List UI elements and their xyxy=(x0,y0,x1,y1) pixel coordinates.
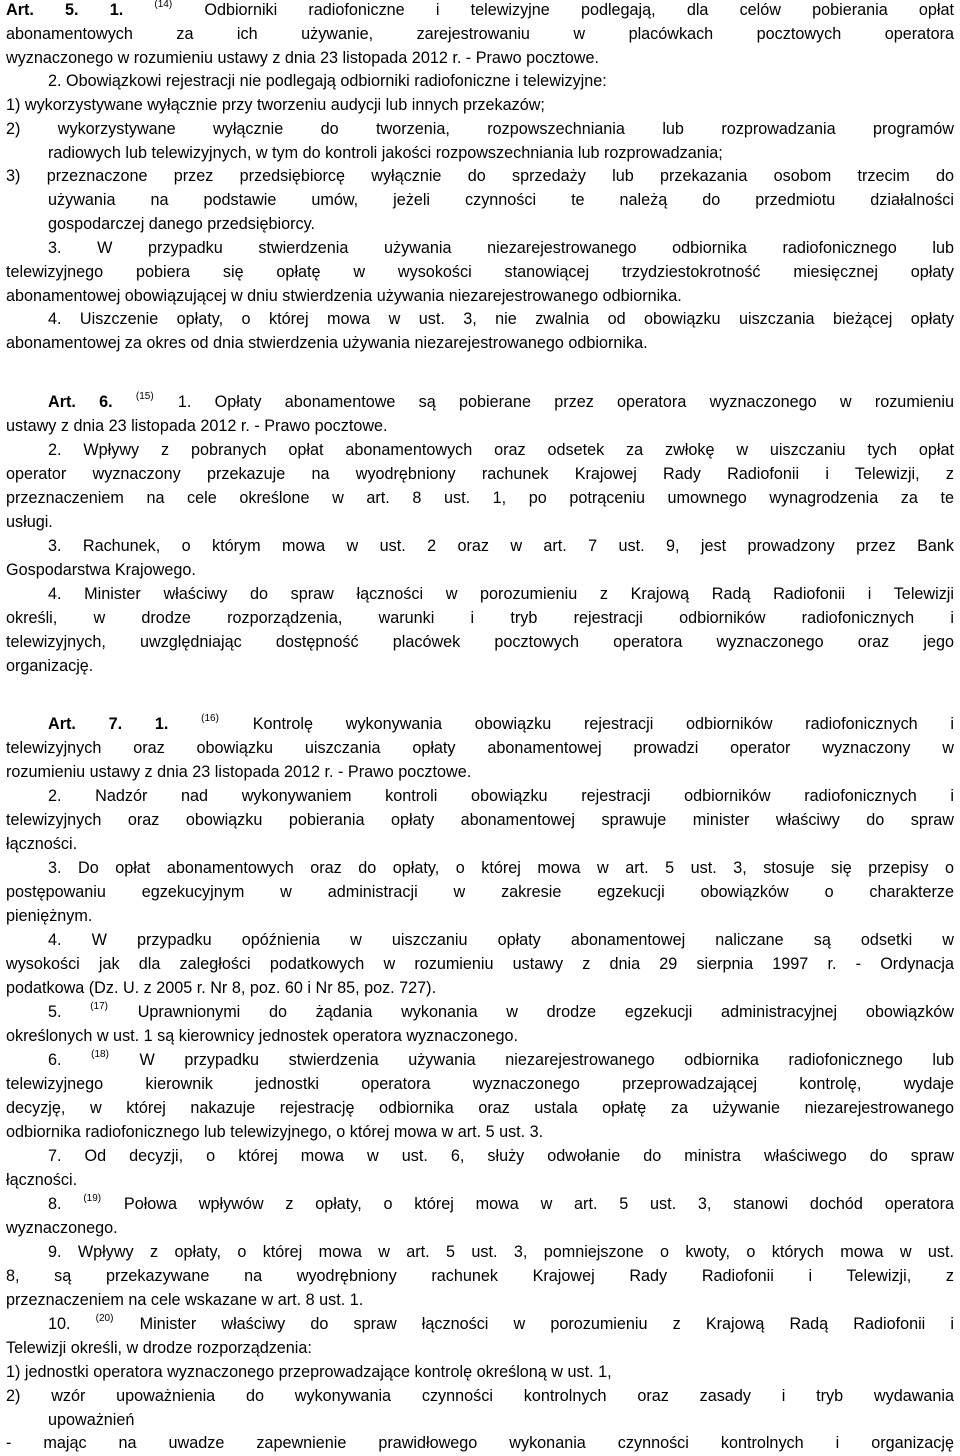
art7-line-26: 10. $^{(20)}$ Minister właściwy do spraw łączności w porozumieniu z Krajową Radą Radiofonii i xyxy=(48,1313,954,1333)
art6-heading: Art. 6. xyxy=(48,393,113,411)
art5-line-2: abonamentowych za ich używanie, zarejestrowaniu w placówkach pocztowych operatora xyxy=(6,25,954,43)
art7-line-16: telewizyjnego kierownik jednostki operatora wyznaczonego przeprowadzającej kontrolę, wydaje xyxy=(6,1075,954,1093)
art5-line-3: wyznaczonego w rozumieniu ustawy z dnia 23 listopada 2012 r. - Prawo pocztowe. xyxy=(6,49,599,67)
art7-heading: Art. 7. 1. xyxy=(48,715,169,733)
art7-line-22: wyznaczonego. xyxy=(6,1219,118,1237)
footnote-15: (15) xyxy=(135,391,154,402)
footnote-16: (16) xyxy=(201,713,219,724)
art6-line-9: 4. Minister właściwy do spraw łączności w porozumieniu z Krajową Radą Radiofonii i Telewizji xyxy=(48,585,954,603)
art7-line-8: postępowaniu egzekucyjnym w administracji w zakresie egzekucji obowiązków o charakterze xyxy=(6,883,954,901)
art6-line-3: 2. Wpływy z pobranych opłat abonamentowych oraz odsetek za zwłokę w uiszczaniu tych opłat xyxy=(48,441,954,459)
art6-line-2: ustawy z dnia 23 listopada 2012 r. - Prawo pocztowe. xyxy=(6,417,388,435)
art7-line-10: 4. W przypadku opóźnienia w uiszczaniu opłaty abonamentowej naliczane są odsetki w xyxy=(48,931,954,949)
art5-line-14: 4. Uiszczenie opłaty, o której mowa w ust. 3, nie zwalnia od obowiązku uiszczania bieżącej opłaty xyxy=(48,310,954,328)
art7-line-28: 1) jednostki operatora wyznaczonego przeprowadzające kontrolę określoną w ust. 1, xyxy=(6,1363,612,1381)
art7-line-30: upoważnień xyxy=(48,1411,135,1429)
art7-line-23: 9. Wpływy z opłaty, o której mowa w art. 5 ust. 3, pomniejszone o kwoty, o których mowa w ust. xyxy=(48,1243,954,1261)
art5-line-9: używania na podstawie umów, jeżeli czynności te należą do przedmiotu działalności xyxy=(48,191,954,209)
art7-line-11: wysokości jak dla zaległości podatkowych w rozumieniu ustawy z dnia 29 sierpnia 1997 r. - Ordynacja xyxy=(6,955,954,973)
footnote-18: (18) xyxy=(91,1049,109,1060)
art6-line-7: 3. Rachunek, o którym mowa w ust. 2 oraz w art. 7 ust. 9, jest prowadzony przez Bank xyxy=(48,537,954,555)
art7-line-6: łączności. xyxy=(6,835,78,853)
art5-line-15: abonamentowej za okres od dnia stwierdzenia używania niezarejestrowanego odbiornika. xyxy=(6,334,648,352)
art7-line-18: odbiornika radiofonicznego lub telewizyjnego, o której mowa w art. 5 ust. 3. xyxy=(6,1123,544,1141)
art7-line-24: 8, są przekazywane na wyodrębniony rachunek Krajowej Rady Radiofonii i Telewizji, z xyxy=(6,1267,954,1285)
art6-line-10: określi, w drodze rozporządzenia, warunki i tryb rejestracji odbiorników radiofonicznych i xyxy=(6,609,954,627)
art5-line-11: 3. W przypadku stwierdzenia używania niezarejestrowanego odbiornika radiofonicznego lub xyxy=(48,239,954,257)
art5-line-1: Art. 5. 1. $^{(14)}$ Odbiorniki radiofoniczne i telewizyjne podlegają, dla celów pobierania opłat xyxy=(6,0,954,19)
art7-line-20: łączności. xyxy=(6,1171,78,1189)
art6-line-5: przeznaczeniem na cele określone w art. 8 ust. 1, po potrąceniu umownego wynagrodzenia za te xyxy=(6,489,954,507)
art5-line-13: abonamentowej obowiązującej w dniu stwierdzenia używania niezarejestrowanego odbiornika. xyxy=(6,287,682,305)
footnote-14: (14) xyxy=(154,0,173,10)
art7-line-1: Art. 7. 1. $^{(16)}$ Kontrolę wykonywania obowiązku rejestracji odbiorników radiofonicznych i xyxy=(48,713,954,733)
art5-line-12: telewizyjnego pobiera się opłatę w wysokości stanowiącej trzydziestokrotność miesięcznej opłaty xyxy=(6,263,954,281)
art7-line-2: telewizyjnych oraz obowiązku uiszczania opłaty abonamentowej prowadzi operator wyznaczony w xyxy=(6,739,954,757)
art7-line-7: 3. Do opłat abonamentowych oraz do opłaty, o której mowa w art. 5 ust. 3, stosuje się przepisy o xyxy=(48,859,954,877)
art7-line-17: decyzję, w której nakazuje rejestrację odbiornika oraz ustala opłatę za używanie niezarejestrowanego xyxy=(6,1099,954,1117)
footnote-20: (20) xyxy=(95,1313,114,1324)
art5-line-8: 3) przeznaczone przez przedsiębiorcę wyłącznie do sprzedaży lub przekazania osobom trzecim do xyxy=(6,167,954,185)
art6-line-8: Gospodarstwa Krajowego. xyxy=(6,561,196,579)
footnote-19: (19) xyxy=(83,1193,102,1204)
art7-line-12: podatkowa (Dz. U. z 2005 r. Nr 8, poz. 60 i Nr 85, poz. 727). xyxy=(6,979,437,997)
art5-line-5: 1) wykorzystywane wyłącznie przy tworzeniu audycji lub innych przekazów; xyxy=(6,96,545,114)
art7-line-4: 2. Nadzór nad wykonywaniem kontroli obowiązku rejestracji odbiorników radiofonicznych i xyxy=(48,787,954,805)
art7-line-3: rozumieniu ustawy z dnia 23 listopada 2012 r. - Prawo pocztowe. xyxy=(6,763,472,781)
art5-line-4: 2. Obowiązkowi rejestracji nie podlegają odbiorniki radiofoniczne i telewizyjne: xyxy=(48,72,607,90)
art6-line-1: Art. 6. $^{(15)}$ 1. Opłaty abonamentowe są pobierane przez operatora wyznaczonego w rozumieniu xyxy=(48,391,954,411)
art7-line-29: 2) wzór upoważnienia do wykonywania czynności kontrolnych oraz zasady i tryb wydawania xyxy=(6,1387,954,1405)
art7-line-14: określonych w ust. 1 są kierownicy jednostek operatora wyznaczonego. xyxy=(6,1027,518,1045)
art7-line-25: przeznaczeniem na cele wskazane w art. 8 ust. 1. xyxy=(6,1291,364,1309)
art5-line-7: radiowych lub telewizyjnych, w tym do kontroli jakości rozpowszechniania lub rozprowadzania; xyxy=(48,144,723,162)
art5-line-6: 2) wykorzystywane wyłącznie do tworzenia, rozpowszechniania lub rozprowadzania programów xyxy=(6,120,954,138)
art5-line-10: gospodarczej danego przedsiębiorcy. xyxy=(48,215,315,233)
art7-line-15: 6. $^{(18)}$ W przypadku stwierdzenia używania niezarejestrowanego odbiornika radiofonicznego lub xyxy=(48,1049,954,1069)
art6-line-6: usługi. xyxy=(6,513,53,531)
art7-line-19: 7. Od decyzji, o której mowa w ust. 6, służy odwołanie do ministra właściwego do spraw xyxy=(48,1147,954,1165)
footnote-17: (17) xyxy=(90,1001,109,1012)
art7-line-31: - mając na uwadze zapewnienie prawidłowego wykonania czynności kontrolnych i organizację xyxy=(6,1434,954,1452)
art6-line-11: telewizyjnych, uwzględniając dostępność placówek pocztowych operatora wyznaczonego oraz jego xyxy=(6,633,954,651)
art5-heading: Art. 5. 1. xyxy=(6,1,124,19)
art7-line-21: 8. $^{(19)}$ Połowa wpływów z opłaty, o której mowa w art. 5 ust. 3, stanowi dochód operatora xyxy=(48,1193,954,1213)
art7-line-13: 5. $^{(17)}$ Uprawnionymi do żądania wykonania w drodze egzekucji administracyjnej obowiązków xyxy=(48,1001,954,1021)
art6-line-12: organizację. xyxy=(6,657,94,675)
art7-line-27: Telewizji określi, w drodze rozporządzenia: xyxy=(6,1339,312,1357)
art7-line-9: pieniężnym. xyxy=(6,907,93,925)
art7-line-5: telewizyjnych oraz obowiązku pobierania opłaty abonamentowej sprawuje minister właściwy do spraw xyxy=(6,811,954,829)
art6-line-4: operator wyznaczony przekazuje na wyodrębniony rachunek Krajowej Rady Radiofonii i Telewizji, z xyxy=(6,465,954,483)
